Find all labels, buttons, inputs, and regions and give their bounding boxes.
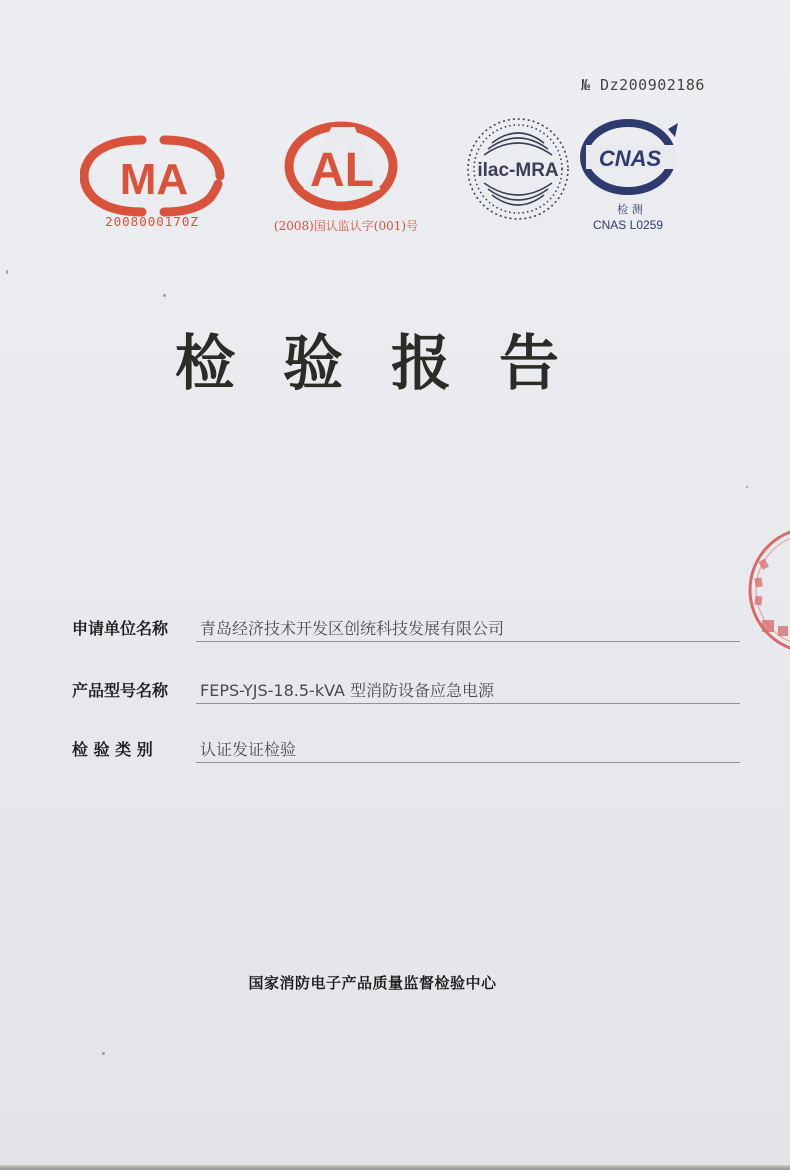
applicant-row <box>72 612 740 642</box>
official-seal <box>740 520 790 660</box>
product-model-label: 产品型号名称 <box>72 681 169 700</box>
cma-mark-text: MA <box>119 155 189 204</box>
paper-speck <box>102 1052 105 1055</box>
applicant-underline <box>196 641 740 642</box>
applicant-value: 青岛经济技术开发区创统科技发展有限公司 <box>200 619 505 638</box>
cal-mark-text: AL <box>310 144 374 197</box>
inspection-type-label: 检 验 类 别 <box>72 740 153 759</box>
inspection-type-underline <box>196 762 740 763</box>
inspection-type-value: 认证发证检验 <box>200 740 297 759</box>
cnas-caption-line2: CNAS L0259 <box>592 218 664 232</box>
inspection-type-row <box>72 733 740 763</box>
paper-speck <box>6 270 8 274</box>
ilac-mark-text: ilac-MRA <box>477 160 559 181</box>
applicant-label: 申请单位名称 <box>72 619 169 638</box>
cal-logo <box>266 118 431 236</box>
page-title: 检验报告 <box>175 329 607 399</box>
product-model-value: FEPS-YJS-18.5-kVA 型消防设备应急电源 <box>200 681 495 700</box>
cal-caption: (2008)国认监认字(001)号 <box>273 219 419 233</box>
product-model-underline <box>196 703 740 704</box>
cnas-mark-text: CNAS <box>598 146 662 171</box>
ilac-mra-logo <box>462 115 574 225</box>
cma-logo <box>80 128 225 228</box>
cnas-logo <box>572 115 687 240</box>
paper-speck <box>746 486 748 488</box>
issuing-organization: 国家消防电子产品质量监督检验中心 <box>248 974 497 992</box>
product-model-row <box>72 674 740 704</box>
report-number: № Dz200902186 <box>581 76 705 94</box>
page-bottom-edge <box>0 1165 790 1170</box>
paper-speck <box>163 294 166 297</box>
cnas-caption-line1: 检 测 <box>617 203 643 216</box>
cma-caption: 2008000170Z <box>105 214 199 228</box>
